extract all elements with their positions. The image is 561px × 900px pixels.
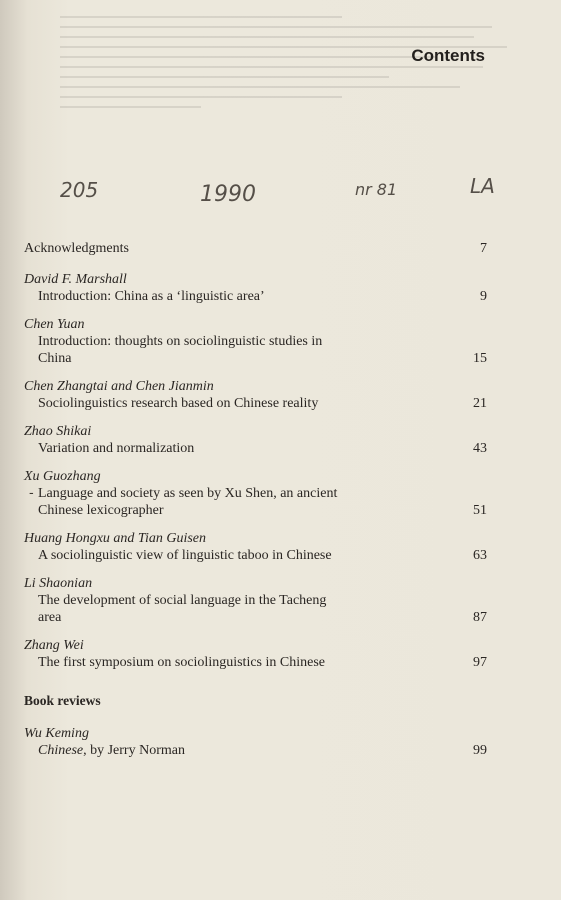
toc-entry-title: The first symposium on sociolinguistics in Chinese (38, 655, 325, 670)
toc-entry-title: Acknowledgments (24, 241, 129, 256)
section-heading-book-reviews: Book reviews (24, 693, 101, 708)
toc-author: David F. Marshall (24, 272, 127, 287)
handwritten-note: 205 (60, 178, 99, 202)
toc-entry-title: A sociolinguistic view of linguistic taboo in Chinese (38, 548, 332, 563)
toc-page-number: 87 (473, 610, 487, 625)
toc-entry-title: Language and society as seen by Xu Shen, an ancient (38, 486, 338, 501)
toc-entry-title: Introduction: China as a ‘linguistic area’ (38, 289, 265, 304)
table-of-contents (24, 240, 487, 770)
toc-entry (24, 637, 487, 671)
toc-entry-title: The development of social language in the Tacheng (38, 593, 327, 608)
toc-entry-title: Variation and normalization (38, 441, 195, 456)
toc-entry-title (24, 742, 487, 759)
toc-author: Wu Keming (24, 726, 89, 741)
toc-entry-title: China (38, 351, 72, 366)
toc-author: Xu Guozhang (24, 469, 101, 484)
toc-page-number: 97 (473, 655, 487, 670)
toc-author: Huang Hongxu and Tian Guisen (24, 531, 206, 546)
toc-entry (24, 378, 487, 412)
toc-entry (24, 271, 487, 305)
toc-page-number: 7 (480, 241, 487, 256)
toc-author: Zhao Shikai (24, 424, 92, 439)
toc-entry (24, 316, 487, 367)
toc-entry (24, 530, 487, 564)
toc-author: Chen Yuan (24, 317, 85, 332)
toc-entry-title: Introduction: thoughts on sociolinguistic studies in (38, 334, 323, 349)
handwritten-note: 1990 (200, 182, 256, 207)
toc-author: Zhang Wei (24, 638, 84, 653)
toc-page-number: 63 (473, 548, 487, 563)
toc-page-number: 9 (480, 289, 487, 304)
handwritten-note: LA (470, 174, 495, 198)
toc-entry (24, 423, 487, 457)
toc-page-number: 21 (473, 396, 487, 411)
toc-entry-title: area (38, 610, 62, 625)
toc-entry-title: Chinese lexicographer (38, 503, 164, 518)
review-book-title: Chinese (38, 743, 84, 758)
toc-entry (24, 575, 487, 626)
toc-entry (24, 468, 487, 519)
review-book-author: , by Jerry Norman (83, 743, 185, 758)
handwritten-note: nr 81 (355, 180, 398, 199)
toc-author: Li Shaonian (24, 576, 93, 591)
toc-author: Chen Zhangtai and Chen Jianmin (24, 379, 214, 394)
toc-entry (24, 240, 487, 257)
toc-page-number: 99 (473, 743, 487, 758)
toc-entry (24, 725, 487, 759)
toc-entry-title: Sociolinguistics research based on Chinese reality (38, 396, 319, 411)
toc-page-number: 43 (473, 441, 487, 456)
bleed-through-text (60, 8, 530, 208)
toc-page-number: 51 (473, 503, 487, 518)
toc-page-number: 15 (473, 351, 487, 366)
pen-mark-icon: ‐ (29, 486, 34, 501)
page-title: Contents (411, 46, 485, 65)
